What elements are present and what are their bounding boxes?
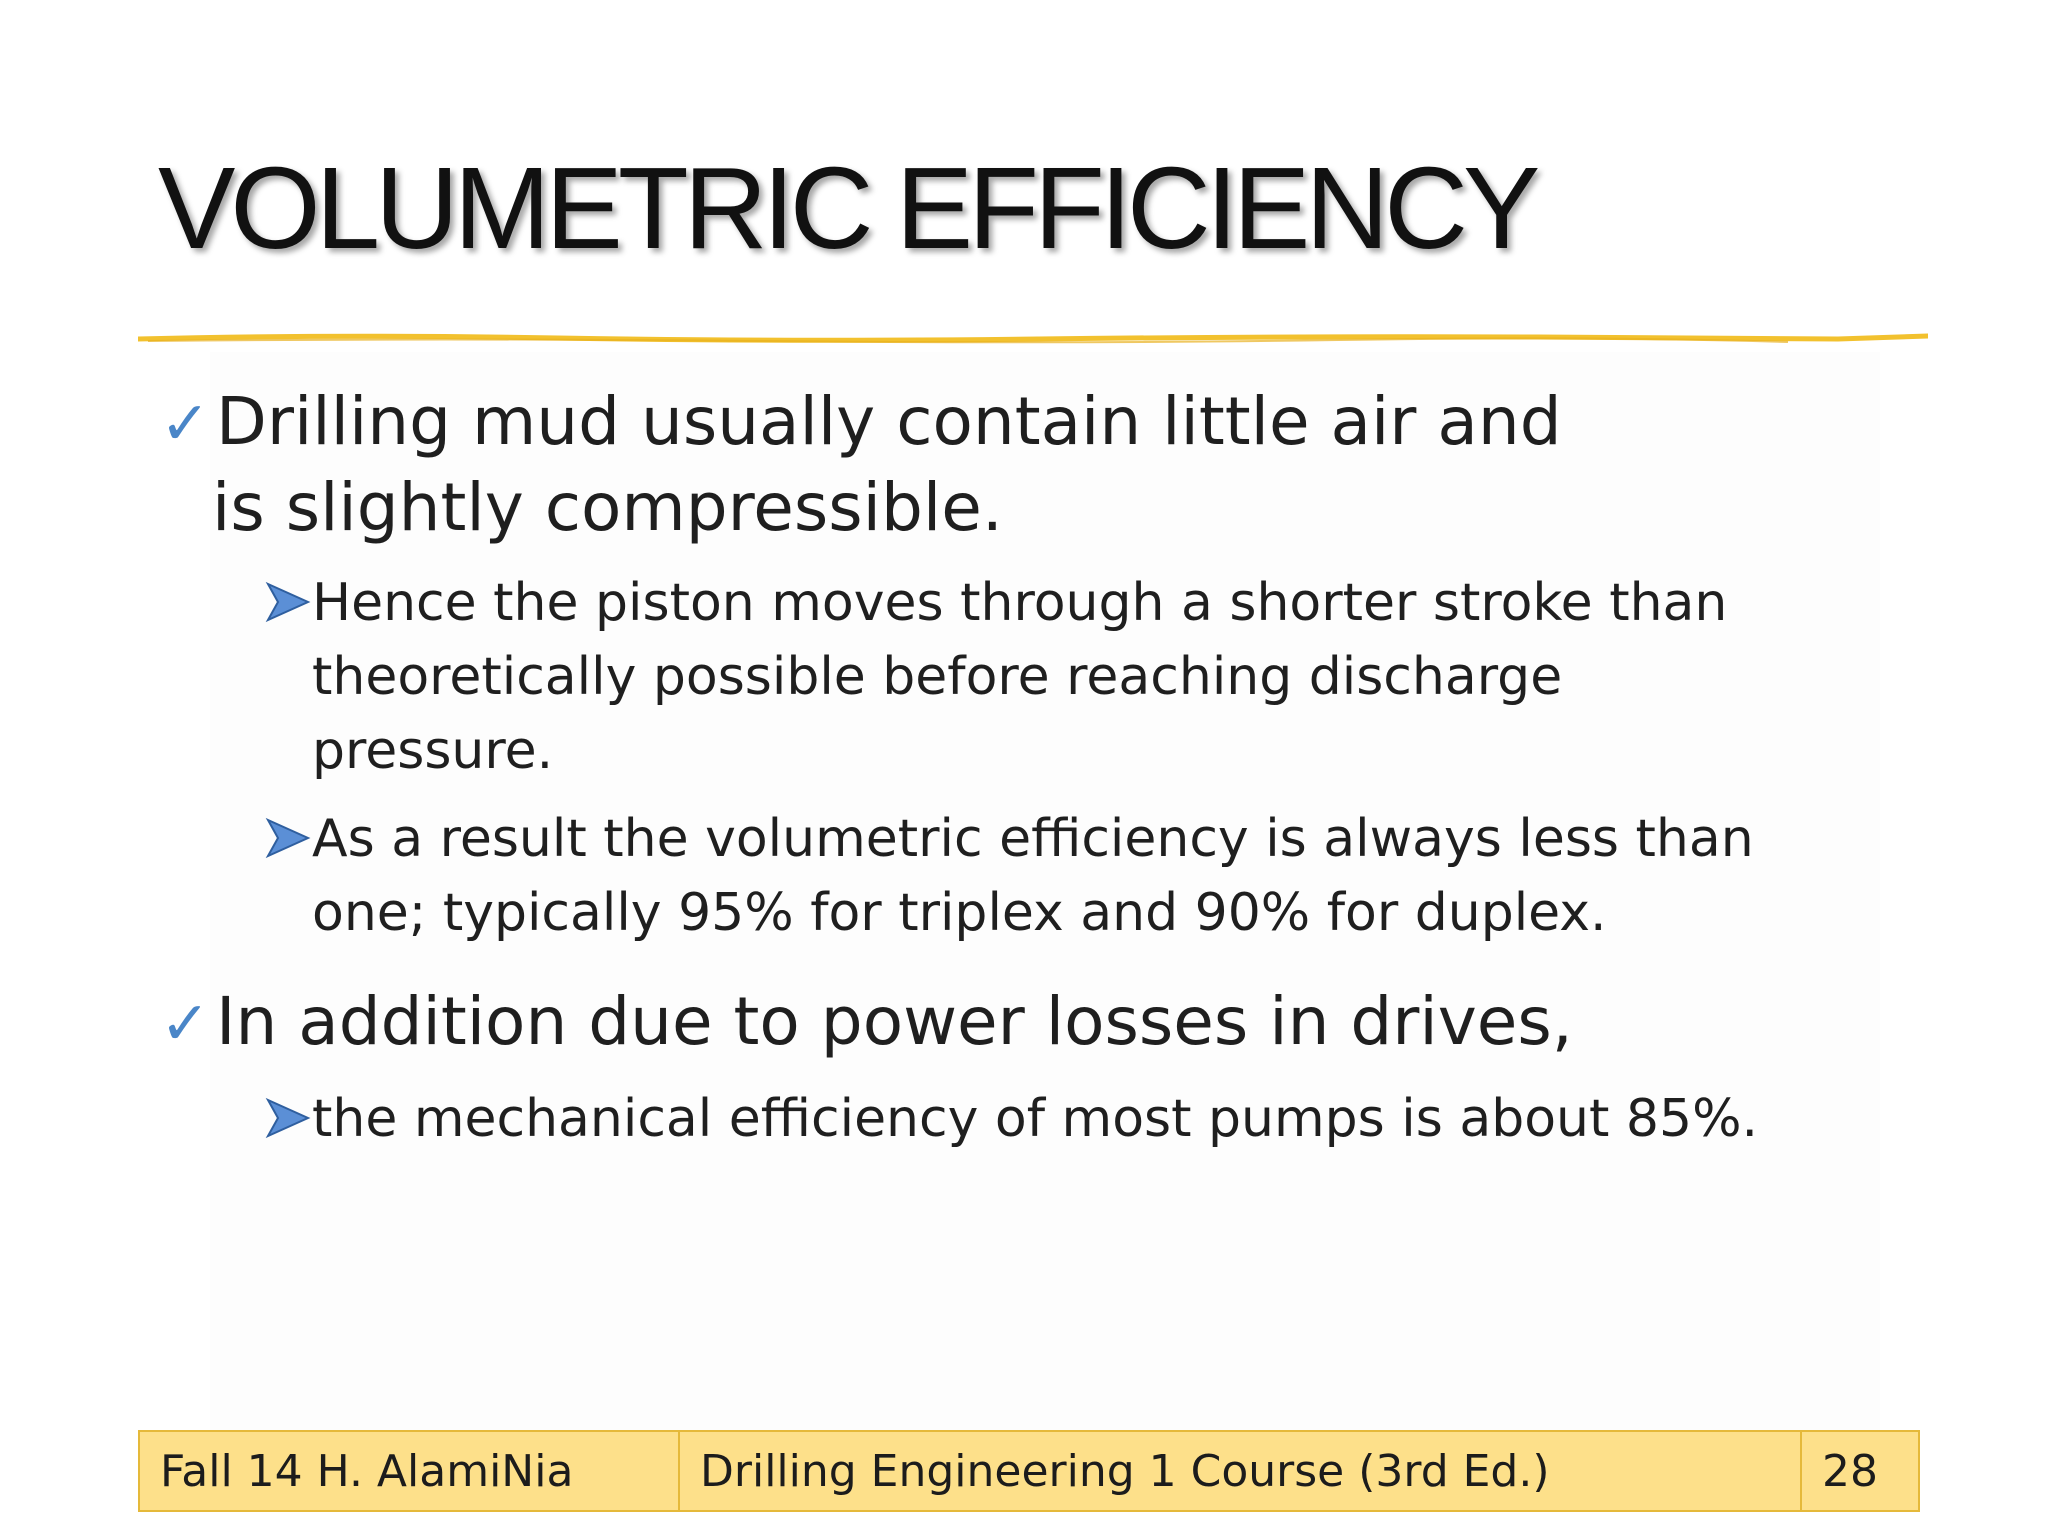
footer-page-number: 28 xyxy=(1822,1445,1878,1497)
bullet-text: the mechanical efficiency of most pumps is about 85%. xyxy=(312,1089,1759,1149)
bullet-level1 xyxy=(160,380,1562,550)
slide-title: VOLUMETRIC EFFICIENCY xyxy=(158,143,1536,273)
bullet-text: one; typically 95% for triplex and 90% for duplex. xyxy=(312,883,1607,943)
bullet-text: Hence the piston moves through a shorter stroke than xyxy=(312,573,1728,633)
bullet-level2 xyxy=(264,566,1727,788)
bullet-level1 xyxy=(160,980,1573,1066)
title-underline xyxy=(138,330,1928,348)
bullet-text: In addition due to power losses in drives, xyxy=(216,983,1573,1060)
bullet-text: theoretically possible before reaching discharge xyxy=(312,647,1563,707)
bullet-text: is slightly compressible. xyxy=(212,469,1003,546)
bullet-level2 xyxy=(264,802,1754,950)
arrow-bullet-icon xyxy=(264,1096,312,1140)
bullet-text: Drilling mud usually contain little air and xyxy=(216,383,1562,460)
arrow-bullet-icon xyxy=(264,580,312,624)
slide-footer xyxy=(138,1430,1920,1512)
footer-author: Fall 14 H. AlamiNia xyxy=(140,1432,680,1510)
arrow-bullet-icon xyxy=(264,816,312,860)
bullet-text: As a result the volumetric efficiency is always less than xyxy=(312,809,1754,869)
checkmark-icon: ✓ xyxy=(160,389,211,459)
footer-course: Drilling Engineering 1 Course (3rd Ed.) xyxy=(680,1432,1802,1510)
bullet-level2 xyxy=(264,1082,1758,1156)
bullet-text: pressure. xyxy=(312,721,554,781)
checkmark-icon: ✓ xyxy=(160,989,211,1059)
